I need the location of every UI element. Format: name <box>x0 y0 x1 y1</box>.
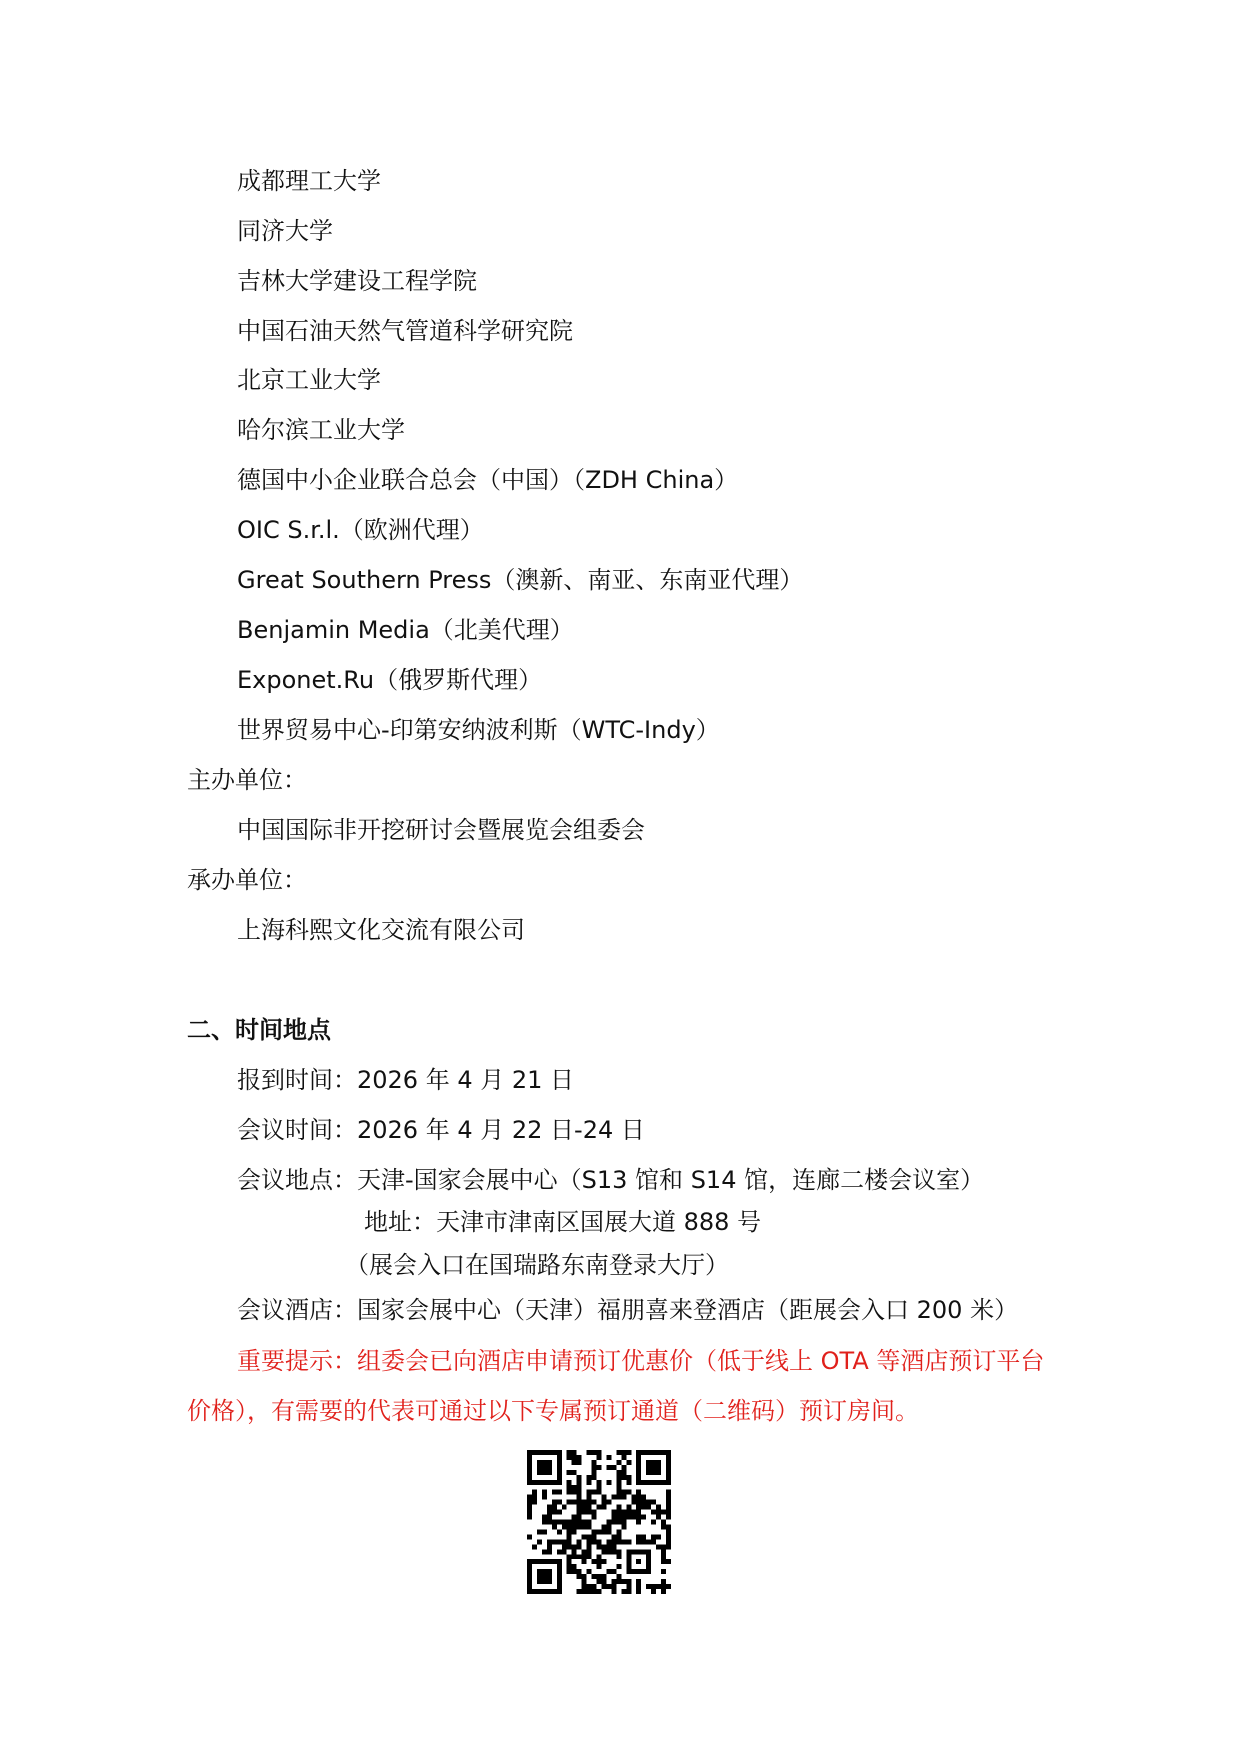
supporter-item: 世界贸易中心-印第安纳波利斯（WTC-Indy） <box>237 716 720 744</box>
supporter-item: 吉林大学建设工程学院 <box>237 267 477 295</box>
booking-notice: 重要提示：组委会已向酒店申请预订优惠价（低于线上 OTA 等酒店预订平台价格），有需要的代表可通过以下专属预订通道（二维码）预订房间。 <box>187 1347 1045 1425</box>
meeting-time: 会议时间：2026 年 4 月 22 日-24 日 <box>237 1116 645 1144</box>
venue-address: 地址：天津市津南区国展大道 888 号 <box>364 1208 762 1236</box>
supporter-item: 中国石油天然气管道科学研究院 <box>237 317 573 345</box>
host-label: 主办单位： <box>187 766 307 794</box>
supporter-item: 德国中小企业联合总会（中国）（ZDH China） <box>237 466 739 494</box>
section-title: 二、时间地点 <box>187 1016 331 1044</box>
registration-time: 报到时间：2026 年 4 月 21 日 <box>237 1066 575 1094</box>
meeting-venue: 会议地点：天津-国家会展中心（S13 馆和 S14 馆，连廊二楼会议室） <box>237 1166 985 1194</box>
supporter-item: OIC S.r.l.（欧洲代理） <box>237 516 484 544</box>
supporter-item: Great Southern Press（澳新、南亚、东南亚代理） <box>237 566 804 594</box>
supporter-item: Benjamin Media（北美代理） <box>237 616 574 644</box>
supporter-item: 北京工业大学 <box>237 366 381 394</box>
organizer-label: 承办单位： <box>187 866 307 894</box>
supporter-item: 成都理工大学 <box>237 167 381 195</box>
qr-code-icon[interactable] <box>527 1450 671 1594</box>
supporter-item: 同济大学 <box>237 217 333 245</box>
meeting-hotel: 会议酒店：国家会展中心（天津）福朋喜来登酒店（距展会入口 200 米） <box>237 1296 1019 1324</box>
supporter-item: Exponet.Ru（俄罗斯代理） <box>237 666 543 694</box>
organizer-value: 上海科熙文化交流有限公司 <box>237 916 525 944</box>
venue-entrance: （展会入口在国瑞路东南登录大厅） <box>345 1251 729 1279</box>
host-value: 中国国际非开挖研讨会暨展览会组委会 <box>237 816 645 844</box>
supporter-item: 哈尔滨工业大学 <box>237 416 405 444</box>
